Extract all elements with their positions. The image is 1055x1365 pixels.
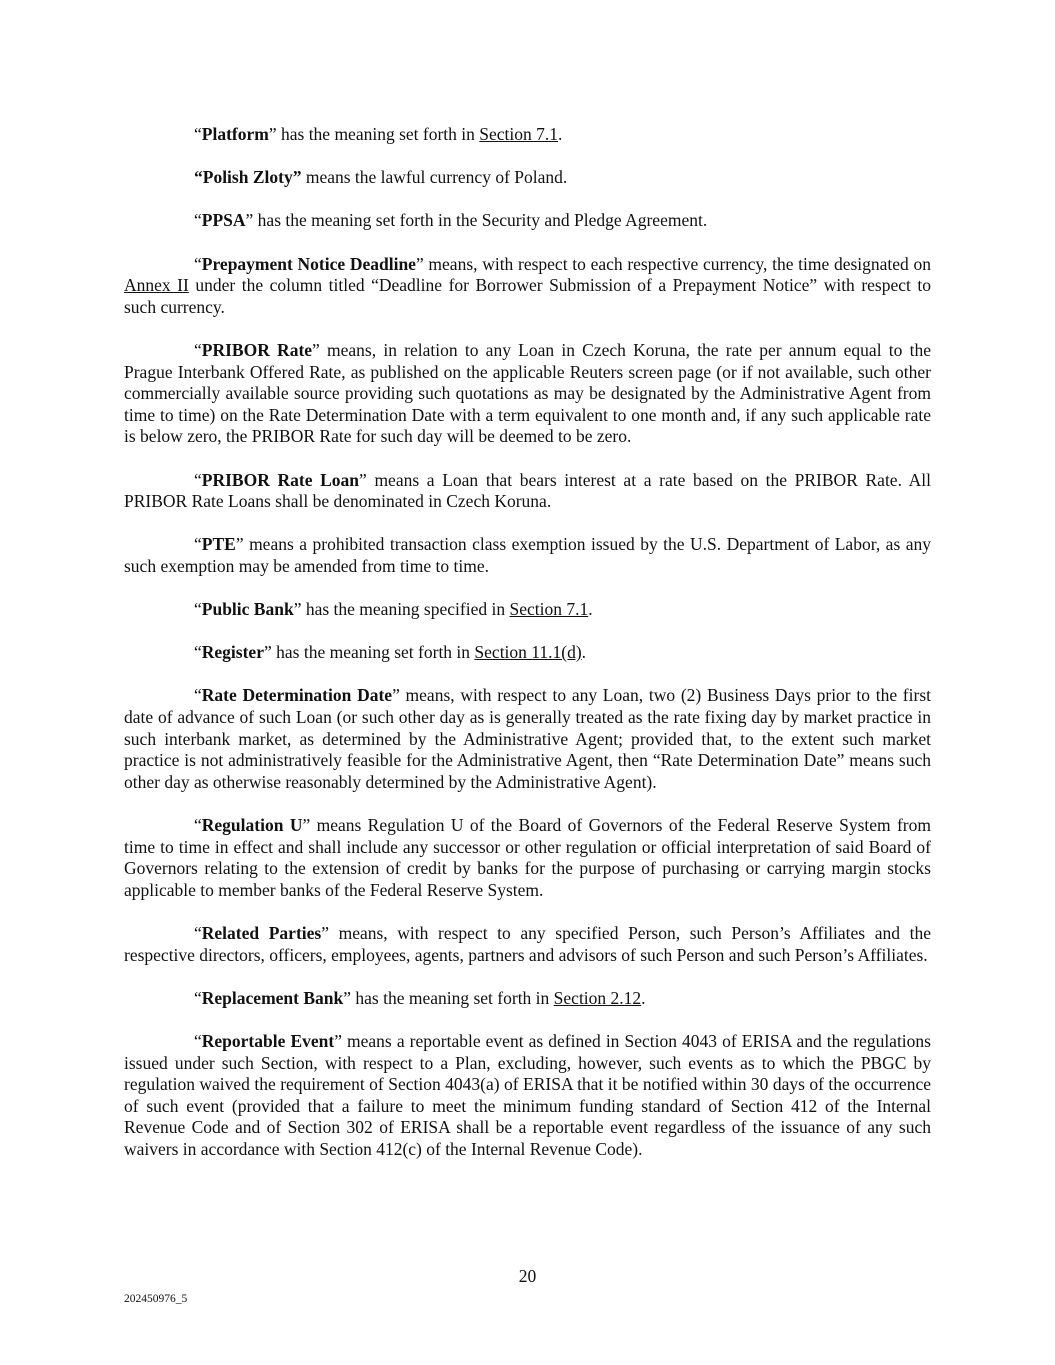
defined-term: “Polish Zloty” [194,167,302,188]
definition-text: “ [194,922,202,943]
defined-term: Rate Determination Date [201,685,393,706]
definition-text: under the column titled “Deadline for Borrower Submission of a Prepayment Notice” with respect to such currency. [124,275,932,317]
definition-text: . [581,642,587,663]
page-number: 20 [518,1266,537,1286]
defined-term: PPSA [201,210,246,231]
cross-reference: Section 2.12 [553,987,642,1008]
defined-term: PRIBOR Rate [201,339,313,360]
definition-text: ” means, with respect to any Loan, two (2) Business Days prior to the first date of advance of such Loan (or such other day as is generally treated as the rate fixing day by market practice in such interbank market, as determined by the Administrative Agent; provided that, to the extent such market practice is not administratively feasible for the Administrative Agent, then “Rate Determination Date” means such other day as otherwise reasonably determined by the Administrative Agent). [124,685,931,792]
definition-paragraph [124,599,931,621]
definition-text: “ [194,210,202,231]
defined-term: Prepayment Notice Deadline [201,253,416,274]
definition-paragraph [124,923,931,966]
document-body [124,124,931,1182]
definition-text: ” has the meaning set forth in the Security and Pledge Agreement. [245,210,708,231]
defined-term: Reportable Event [201,1030,335,1051]
definition-text: “ [194,815,202,835]
definition-paragraph [124,988,931,1010]
definition-paragraph [124,210,931,232]
cross-reference: Annex II [124,275,189,296]
definition-text: “ [194,534,202,555]
definition-text: “ [194,987,202,1008]
definition-paragraph [124,815,931,901]
definition-text: “ [194,339,202,360]
definition-text: ” means a Loan that bears interest at a rate based on the PRIBOR Rate. All PRIBOR Rate Loans shall be denominated in Czech Koruna. [124,469,931,512]
definition-text: ” means, with respect to any specified Person, such Person’s Affiliates and the respective directors, officers, employees, agents, partners and advisors of such Person and such Person’s Affiliates. [124,922,931,965]
definition-text: means the lawful currency of Poland. [301,167,568,188]
definition-text: “ [194,1030,202,1051]
definition-text: ” has the meaning specified in [293,599,510,620]
cross-reference: Section 11.1(d) [474,642,582,663]
definition-paragraph [124,167,931,189]
definition-paragraph [124,254,931,319]
definition-text: “ [194,599,202,620]
defined-term: Replacement Bank [201,987,344,1008]
definition-text: “ [194,124,202,144]
definition-text: “ [194,253,202,274]
defined-term: Public Bank [201,599,294,620]
definition-paragraph [124,685,931,793]
cross-reference: Section 7.1 [509,599,589,620]
defined-term: Related Parties [201,922,322,943]
defined-term: Regulation U [201,815,303,835]
definition-text: . [641,987,646,1008]
defined-term: PRIBOR Rate Loan [201,469,360,490]
definition-text: . [558,124,563,144]
definition-text: ” has the meaning set forth in [343,987,554,1008]
definition-text: ” means Regulation U of the Board of Governors of the Federal Reserve System from time to time in effect and shall include any successor or other regulation or official interpretation of said Board of Governors relating to the extension of credit by banks for the purpose of purchasing or carrying margin stocks applicable to member banks of the Federal Reserve System. [124,815,931,900]
definition-text: ” has the meaning set forth in [263,642,475,663]
definition-paragraph [124,642,931,664]
definition-paragraph [124,124,931,146]
document-id: 202450976_5 [124,1293,188,1305]
definition-text: “ [194,685,202,706]
definition-text: ” means, in relation to any Loan in Czech Koruna, the rate per annum equal to the Prague Interbank Offered Rate, as published on the applicable Reuters screen page (or if not available, such other commercially available source providing such quotations as may be designated by the Administrative Agent from time to time) on the Rate Determination Date with a term equivalent to one month and, if any such applicable rate is below zero, the PRIBOR Rate for such day will be deemed to be zero. [124,339,931,447]
defined-term: PTE [201,534,236,555]
definition-paragraph [124,534,931,577]
cross-reference: Section 7.1 [479,124,559,144]
definition-paragraph [124,340,931,448]
definition-text: . [588,599,593,620]
definition-text: ” means, with respect to each respective currency, the time designated on [415,253,931,274]
defined-term: Register [201,642,264,663]
definition-text: ” means a reportable event as defined in Section 4043 of ERISA and the regulations issued under such Section, with respect to a Plan, excluding, however, such events as to which the PBGC by regulation waived the requirement of Section 4043(a) of ERISA that it be notified within 30 days of the occurrence of such event (provided that a failure to meet the minimum funding standard of Section 412 of the Internal Revenue Code and of Section 302 of ERISA shall be a reportable event regardless of the issuance of any such waivers in accordance with Section 412(c) of the Internal Revenue Code). [124,1030,931,1159]
definition-text: ” has the meaning set forth in [268,124,480,144]
definition-text: “ [194,642,202,663]
definition-text: “ [194,469,202,490]
defined-term: Platform [201,124,269,144]
definition-text: ” means a prohibited transaction class exemption issued by the U.S. Department of Labor, as any such exemption may be amended from time to time. [124,534,931,576]
definition-paragraph [124,470,931,513]
definition-paragraph [124,1031,931,1161]
